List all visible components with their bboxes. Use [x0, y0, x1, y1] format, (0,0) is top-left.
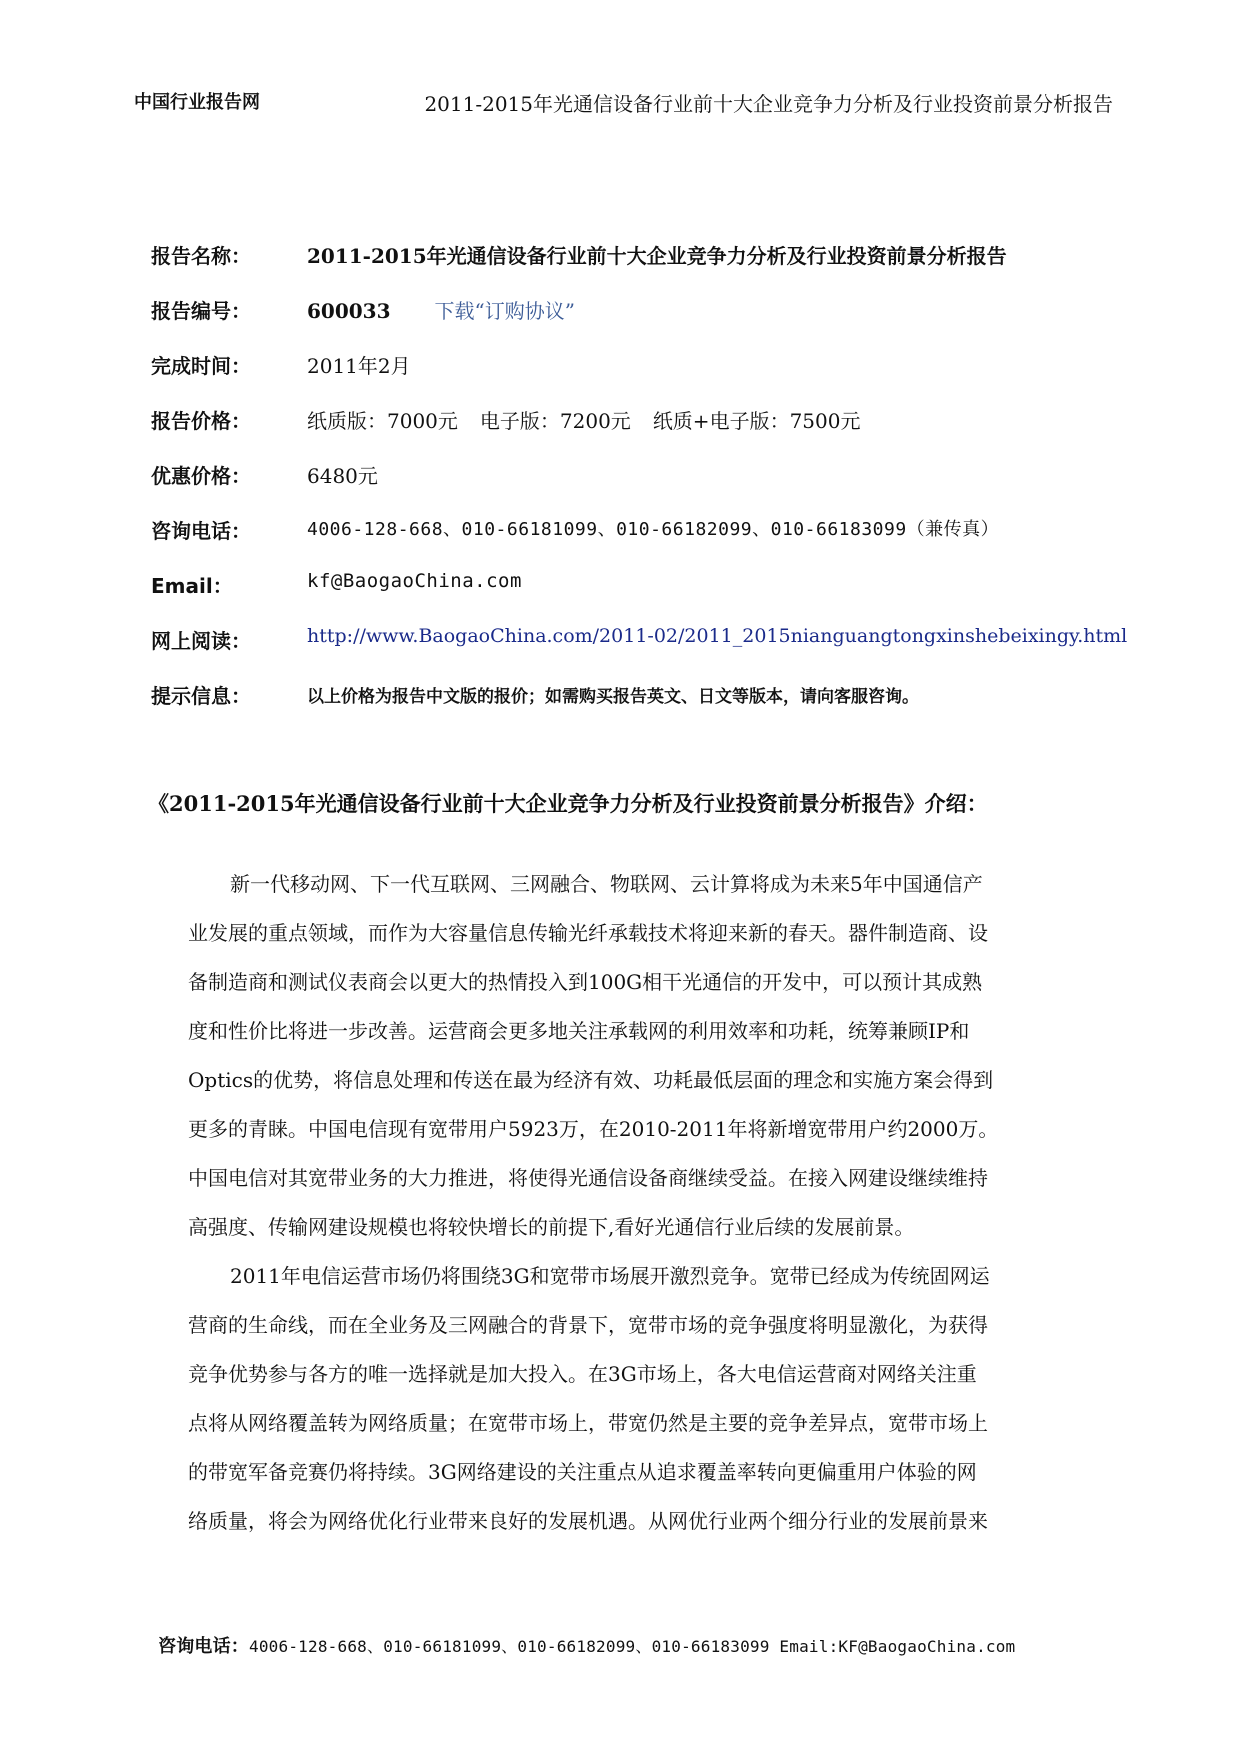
report-code-value: 600033 [307, 299, 391, 323]
info-row-name [151, 240, 1091, 276]
price-both: 纸质+电子版：7500元 [652, 409, 861, 433]
body-line: 络质量，将会为网络优化行业带来良好的发展机遇。从网优行业两个细分行业的发展前景来 [188, 1509, 988, 1533]
report-code-label: 报告编号： [151, 299, 251, 323]
body-line: 中国电信对其宽带业务的大力推进，将使得光通信设备商继续受益。在接入网建设继续维持 [188, 1166, 988, 1190]
body-line: 更多的青睐。中国电信现有宽带用户5923万，在2010-2011年将新增宽带用户约2000万。 [188, 1117, 999, 1141]
email-label: Email： [151, 574, 233, 598]
report-code-group [307, 295, 575, 324]
body-line: 业发展的重点领域，而作为大容量信息传输光纤承载技术将迎来新的春天。器件制造商、设 [188, 921, 988, 945]
body-line: 营商的生命线，而在全业务及三网融合的背景下，宽带市场的竞争强度将明显激化，为获得 [188, 1313, 988, 1337]
info-row-price [151, 405, 1091, 441]
footer-phone-label: 咨询电话： [158, 1636, 249, 1657]
info-row-url [151, 625, 1128, 661]
notice-value: 以上价格为报告中文版的报价；如需购买报告英文、日文等版本，请向客服咨询。 [307, 687, 919, 707]
body-line: 新一代移动网、下一代互联网、三网融合、物联网、云计算将成为未来5年中国通信产 [230, 872, 983, 896]
url-label: 网上阅读： [151, 629, 251, 653]
body-line: 的带宽军备竞赛仍将持续。3G网络建设的关注重点从追求覆盖率转向更偏重用户体验的网 [188, 1460, 977, 1484]
header-doc-title: 2011-2015年光通信设备行业前十大企业竞争力分析及行业投资前景分析报告 [424, 92, 1113, 116]
report-name-label: 报告名称： [151, 244, 251, 268]
body-line: 高强度、传输网建设规模也将较快增长的前提下,看好光通信行业后续的发展前景。 [188, 1215, 915, 1239]
phone-value: 4006-128-668、010-66181099、010-66182099、010-66183099（兼传真） [307, 519, 1000, 540]
info-row-code [151, 295, 1091, 331]
discount-label: 优惠价格： [151, 464, 251, 488]
info-row-time [151, 350, 1091, 386]
intro-title: 《2011-2015年光通信设备行业前十大企业竞争力分析及行业投资前景分析报告》介绍： [148, 791, 988, 816]
report-name-value: 2011-2015年光通信设备行业前十大企业竞争力分析及行业投资前景分析报告 [307, 244, 1007, 268]
body-line: 点将从网络覆盖转为网络质量；在宽带市场上，带宽仍然是主要的竞争差异点，宽带市场上 [188, 1411, 988, 1435]
price-paper: 纸质版：7000元 [307, 409, 458, 433]
discount-value: 6480元 [307, 464, 378, 488]
footer-contact [158, 1632, 1015, 1658]
body-line: 备制造商和测试仪表商会以更大的热情投入到100G相干光通信的开发中，可以预计其成熟 [188, 970, 983, 994]
notice-label: 提示信息： [151, 684, 251, 708]
body-line: Optics的优势，将信息处理和传送在最为经济有效、功耗最低层面的理念和实施方案会得到 [188, 1068, 994, 1092]
finish-time-label: 完成时间： [151, 354, 251, 378]
download-agreement-link[interactable]: 下载“订购协议” [434, 299, 575, 323]
body-line: 2011年电信运营市场仍将围绕3G和宽带市场展开激烈竞争。宽带已经成为传统固网运 [230, 1264, 990, 1288]
body-line: 度和性价比将进一步改善。运营商会更多地关注承载网的利用效率和功耗，统筹兼顾IP和 [188, 1019, 970, 1043]
body-line: 竞争优势参与各方的唯一选择就是加大投入。在3G市场上，各大电信运营商对网络关注重 [188, 1362, 977, 1386]
phone-label: 咨询电话： [151, 519, 251, 543]
price-label: 报告价格： [151, 409, 251, 433]
site-name: 中国行业报告网 [134, 92, 260, 113]
price-group [307, 405, 860, 434]
info-row-email [151, 570, 1091, 606]
info-row-phone [151, 515, 1091, 551]
email-value[interactable]: kf@BaogaoChina.com [307, 570, 522, 592]
info-row-discount [151, 460, 1091, 496]
footer-contact-value: 4006-128-668、010-66181099、010-66182099、010-66183099 Email:KF@BaogaoChina.com [249, 1637, 1016, 1656]
read-online-link[interactable]: http://www.BaogaoChina.com/2011-02/2011_2015nianguangtongxinshebeixingy.html [307, 625, 1128, 647]
price-electronic: 电子版：7200元 [479, 409, 631, 433]
finish-time-value: 2011年2月 [307, 354, 411, 378]
info-row-notice [151, 680, 1091, 716]
